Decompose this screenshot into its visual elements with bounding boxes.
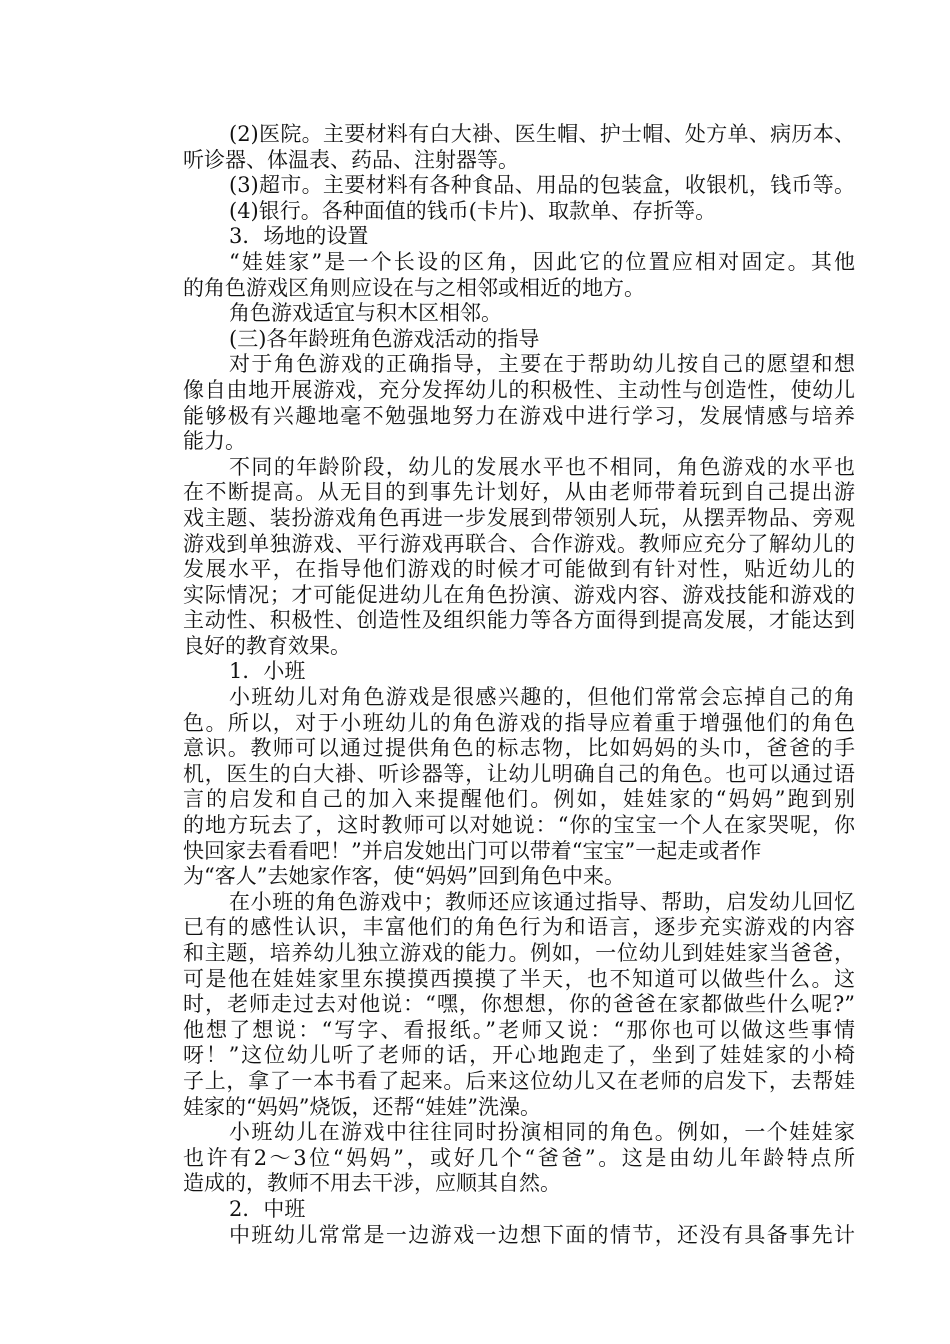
text-line: 能够极有兴趣地毫不勉强地努力在游戏中进行学习，发展情感与培养 bbox=[183, 403, 855, 428]
text-line: 机，医生的白大褂、听诊器等，让幼儿明确自己的角色。也可以通过语 bbox=[183, 761, 855, 786]
text-line: 可是他在娃娃家里东摸摸西摸摸了半天，也不知道可以做些什么。这 bbox=[183, 966, 855, 991]
text-line: 呀！”这位幼儿听了老师的话，开心地跑走了，坐到了娃娃家的小椅 bbox=[183, 1043, 855, 1068]
text-line: (4)银行。各种面值的钱币(卡片)、取款单、存折等。 bbox=[229, 198, 717, 223]
text-line: 中班幼儿常常是一边游戏一边想下面的情节，还没有具备事先计 bbox=[229, 1222, 855, 1247]
text-line: 也许有2～3位“妈妈”，或好几个“爸爸”。这是由幼儿年龄特点所 bbox=[183, 1145, 855, 1170]
section-heading: 1．小班 bbox=[229, 659, 306, 684]
text-line: 在小班的角色游戏中；教师还应该通过指导、帮助，启发幼儿回忆 bbox=[229, 889, 855, 914]
text-line: 色。所以，对于小班幼儿的角色游戏的指导应着重于增强他们的角色 bbox=[183, 710, 855, 735]
text-line: 子上，拿了一本书看了起来。后来这位幼儿又在老师的启发下，去帮娃 bbox=[183, 1068, 855, 1093]
text-line: 游戏到单独游戏、平行游戏再联合、合作游戏。教师应充分了解幼儿的 bbox=[183, 531, 855, 556]
text-line: 他想了想说：“写字、看报纸。”老师又说：“那你也可以做这些事情 bbox=[183, 1017, 855, 1042]
document-body bbox=[183, 122, 855, 1248]
text-line: 主动性、积极性、创造性及组织能力等各方面得到提高发展，才能达到 bbox=[183, 608, 855, 633]
text-line: 像自由地开展游戏，充分发挥幼儿的积极性、主动性与创造性，使幼儿 bbox=[183, 377, 855, 402]
text-line: 戏主题、装扮游戏角色再进一步发展到带领别人玩，从摆弄物品、旁观 bbox=[183, 505, 855, 530]
text-line: 良好的教育效果。 bbox=[183, 633, 351, 658]
text-line: 和主题，培养幼儿独立游戏的能力。例如，一位幼儿到娃娃家当爸爸， bbox=[183, 941, 855, 965]
text-line: 为“客人”去她家作客，使“妈妈”回到角色中来。 bbox=[183, 864, 625, 889]
text-line: 意识。教师可以通过提供角色的标志物，比如妈妈的头巾，爸爸的手 bbox=[183, 736, 855, 761]
text-line: 的地方玩去了，这时教师可以对她说：“你的宝宝一个人在家哭呢，你 bbox=[183, 813, 855, 838]
section-heading: (三)各年龄班角色游戏活动的指导 bbox=[229, 326, 540, 351]
text-line: 在不断提高。从无目的到事先计划好，从由老师带着玩到自己提出游 bbox=[183, 480, 855, 505]
text-line: 实际情况；才可能促进幼儿在角色扮演、游戏内容、游戏技能和游戏的 bbox=[183, 582, 855, 607]
text-line: 娃家的“妈妈”烧饭，还帮“娃娃”洗澡。 bbox=[183, 1094, 541, 1119]
text-line: 不同的年龄阶段，幼儿的发展水平也不相同，角色游戏的水平也 bbox=[229, 454, 855, 479]
text-line: 角色游戏适宜与积木区相邻。 bbox=[229, 301, 502, 326]
text-line: (2)医院。主要材料有白大褂、医生帽、护士帽、处方单、病历本、 bbox=[229, 122, 855, 146]
text-line: (3)超市。主要材料有各种食品、用品的包装盒，收银机，钱币等。 bbox=[229, 173, 855, 198]
text-line: 已有的感性认识，丰富他们的角色行为和语言，逐步充实游戏的内容 bbox=[183, 915, 855, 940]
text-line: 小班幼儿对角色游戏是很感兴趣的，但他们常常会忘掉自己的角 bbox=[229, 685, 855, 710]
text-line: 时，老师走过去对他说：“嘿，你想想，你的爸爸在家都做些什么呢?” bbox=[183, 992, 855, 1017]
text-line: 对于角色游戏的正确指导，主要在于帮助幼儿按自己的愿望和想 bbox=[229, 352, 855, 377]
text-line: 快回家去看看吧！”并启发她出门可以带着“宝宝”一起走或者作 bbox=[183, 838, 762, 863]
section-heading: 2．中班 bbox=[229, 1196, 306, 1221]
text-line: 的角色游戏区角则应设在与之相邻或相近的地方。 bbox=[183, 275, 645, 300]
text-line: 言的启发和自己的加入来提醒他们。例如，娃娃家的“妈妈”跑到别 bbox=[183, 787, 855, 812]
text-line: 造成的，教师不用去干涉，应顺其自然。 bbox=[183, 1171, 561, 1196]
text-line: “娃娃家”是一个长设的区角，因此它的位置应相对固定。其他 bbox=[229, 249, 855, 274]
text-line: 能力。 bbox=[183, 429, 246, 454]
section-heading: 3．场地的设置 bbox=[229, 224, 369, 249]
text-line: 小班幼儿在游戏中往往同时扮演相同的角色。例如，一个娃娃家 bbox=[229, 1120, 855, 1145]
text-line: 听诊器、体温表、药品、注射器等。 bbox=[183, 147, 519, 172]
text-line: 发展水平，在指导他们游戏的时候才可能做到有针对性，贴近幼儿的 bbox=[183, 557, 855, 582]
